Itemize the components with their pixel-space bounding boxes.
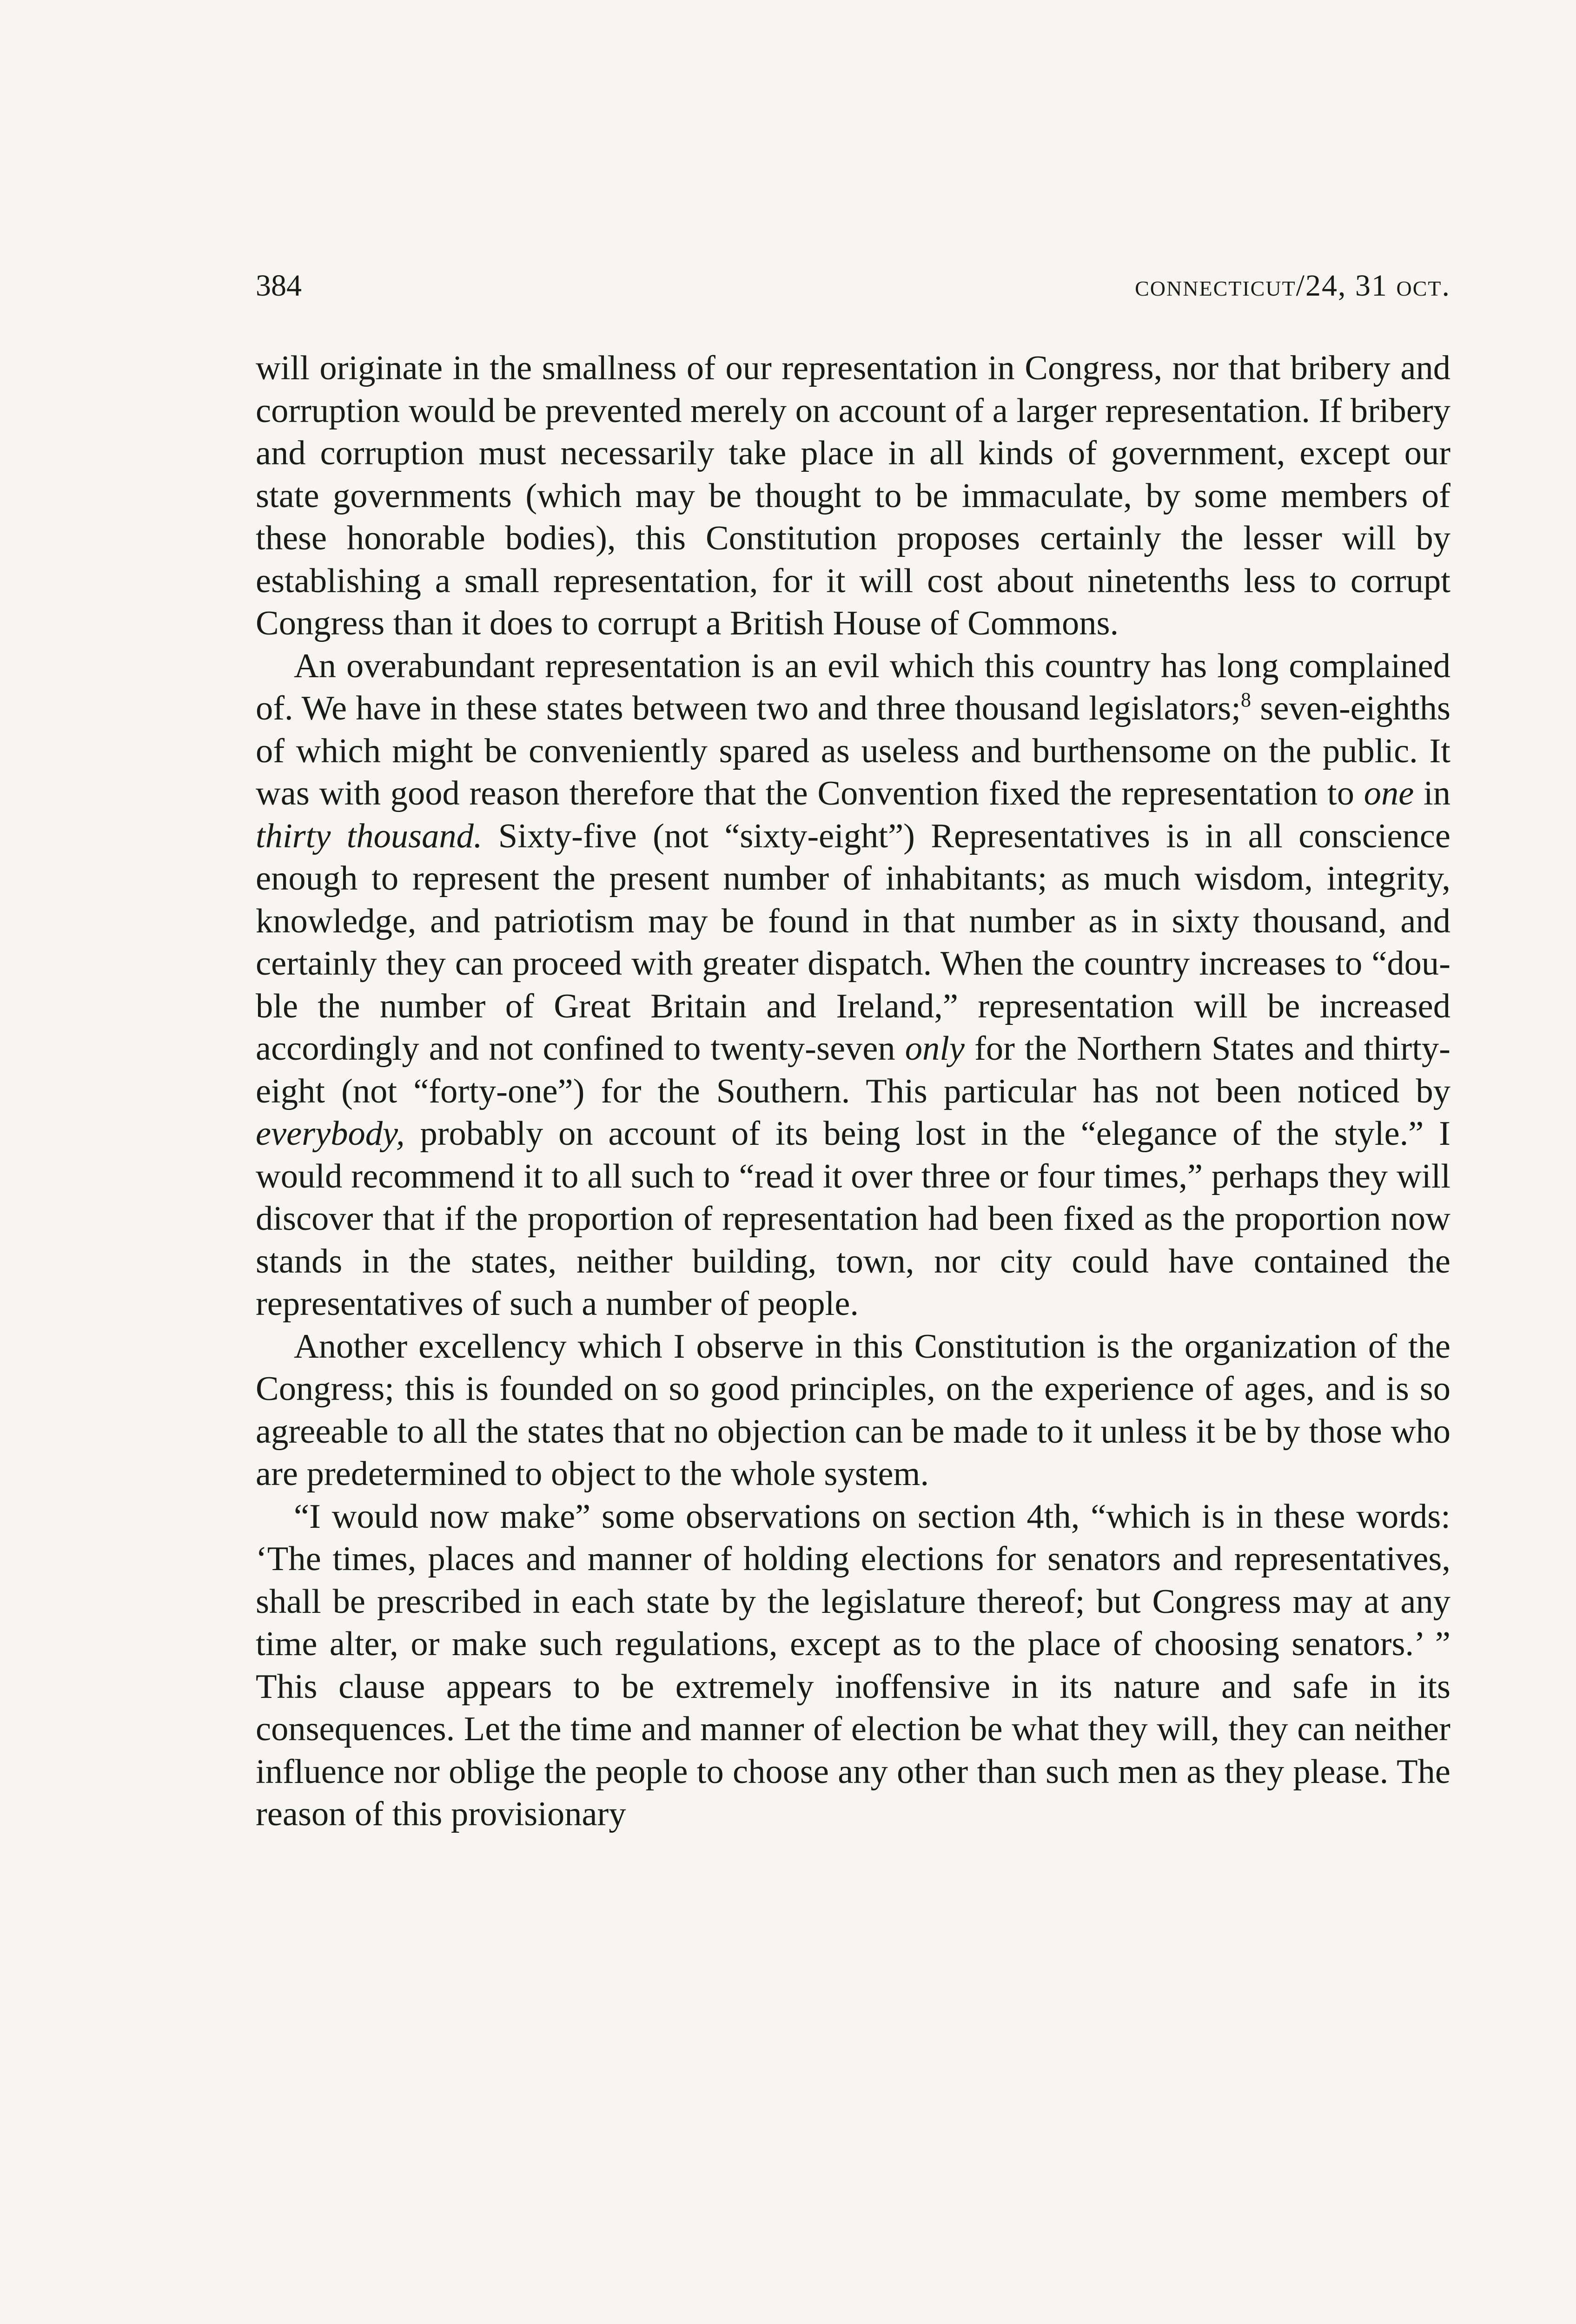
running-head <box>256 267 1450 304</box>
document-page <box>256 0 1450 2324</box>
paragraph-1: will originate in the smallness of our representation in Congress, nor that bribery and corruption would be prevented merely on account of a larger representation. If bribery and corruption must necessarily take place in all kinds of government, except our state governments (which may be thought to be immaculate, by some members of these honorable bodies), this Constitution proposes certainly the lesser will by establishing a small representation, for it will cost about ninetenths less to corrupt Congress than it does to corrupt a British House of Commons. <box>256 349 1450 642</box>
page-number: 384 <box>256 269 302 303</box>
body-text <box>256 347 1450 1836</box>
paragraph-2-text-3: in <box>1414 774 1450 812</box>
footnote-reference: 8 <box>1241 688 1251 711</box>
paragraph-2-text-5: for the Northern States and thirty-eight (not “forty-one”) for the Southern. This particular has not been noticed by <box>256 1030 1450 1110</box>
paragraph-2 <box>256 645 1450 1326</box>
paragraph-2-text-2: seven-eighths of which might be conveniently spared as useless and burthensome on the public. It was with good reason therefore that the Convention fixed the representation to <box>256 689 1450 812</box>
paragraph-3: Another excellency which I observe in this Constitution is the organization of the Congress; this is founded on so good principles, on the experience of ages, and is so agreeable to all the states that no objection can be made to it unless it be by those who are predetermined to object to the whole system. <box>256 1327 1450 1493</box>
italic-only: only <box>905 1030 965 1068</box>
running-title: connecticut/24, 31 oct. <box>1135 269 1450 303</box>
italic-one: one <box>1364 774 1414 812</box>
italic-everybody: everybody, <box>256 1115 405 1153</box>
paragraph-2-text-1: An overabundant representation is an evil which this country has long complained of. We have in these states between two and three thousand legislators; <box>256 647 1450 727</box>
italic-thirty-thousand: thirty thousand. <box>256 817 483 855</box>
paragraph-2-text-6: probably on account of its being lost in the “elegance of the style.” I would recommend it to all such to “read it over three or four times,” perhaps they will discover that if the proportion of representation had been fixed as the proportion now stands in the states, neither building, town, nor city could have contained the representatives of such a number of people. <box>256 1115 1450 1323</box>
paragraph-2-text-4: Sixty-five (not “sixty-eight”) Representatives is in all conscience enough to represent the present number of inhabitants; as much wisdom, integrity, knowledge, and patriotism may be found in that number as in sixty thousand, and certainly they can proceed with greater dispatch. When the country increases to “double the number of Great Britain and Ireland,” representation will be increased accordingly and not confined to twenty-seven <box>256 817 1450 1068</box>
paragraph-4: “I would now make” some observations on section 4th, “which is in these words: ‘The times, places and manner of holding elections for senators and representatives, shall be prescribed in each state by the legislature thereof; but Congress may at any time alter, or make such regulations, except as to the place of choosing senators.’ ” This clause appears to be extremely inoffensive in its nature and safe in its consequences. Let the time and manner of election be what they will, they can neither influence nor oblige the people to choose any other than such men as they please. The reason of this provisionary <box>256 1497 1450 1833</box>
